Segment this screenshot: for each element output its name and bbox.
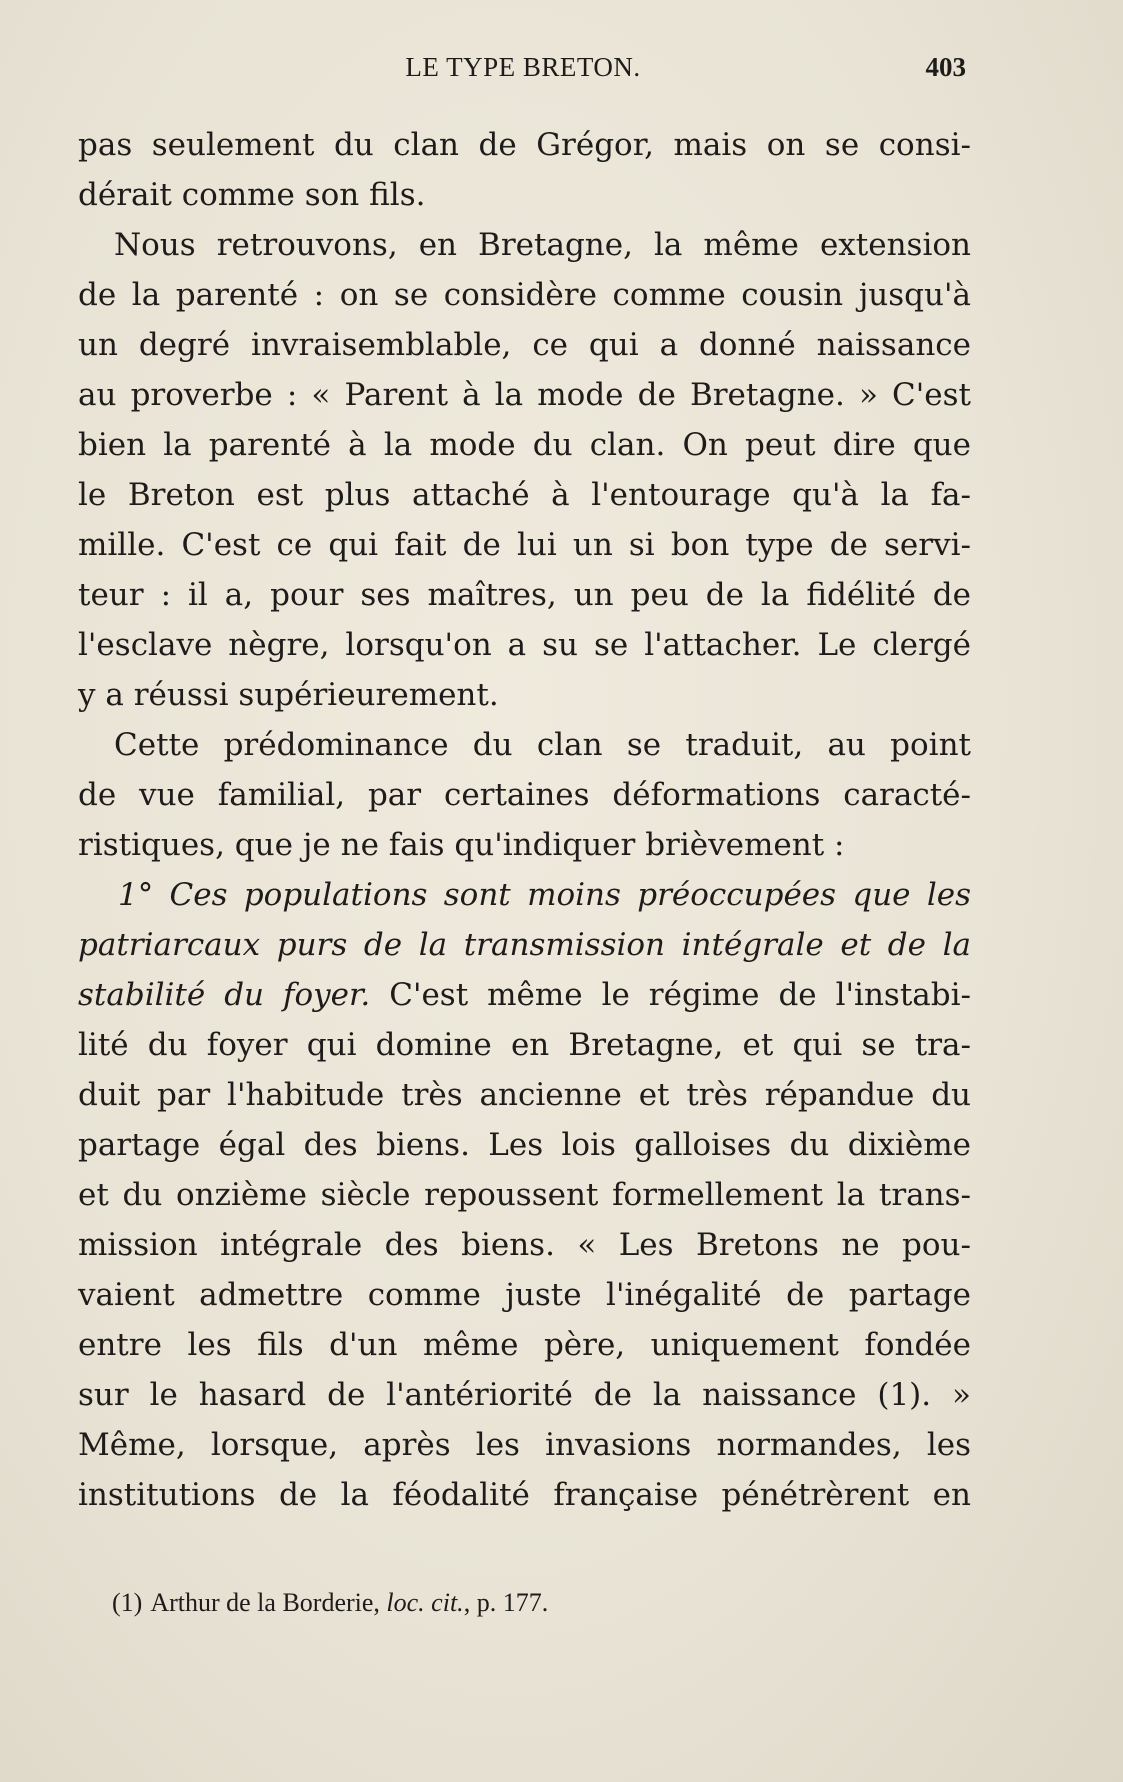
italic-text: 1° Ces populations sont moins préoccupées que les <box>118 877 971 913</box>
text-line <box>78 970 971 1020</box>
text-line: pas seulement du clan de Grégor, mais on se consi- <box>78 127 971 163</box>
text-line: Cette prédominance du clan se traduit, au point <box>114 727 971 763</box>
footnote-mark: (1) <box>112 1588 143 1617</box>
footnote-text-end: , p. 177. <box>463 1588 549 1617</box>
text-line-continuation: C'est même le régime de l'instabi- <box>389 977 971 1013</box>
footnotes <box>112 1588 972 1618</box>
text-line: l'esclave nègre, lorsqu'on a su se l'attacher. Le clergé <box>78 627 971 663</box>
text-line: dérait comme son fils. <box>78 177 426 213</box>
page-number: 403 <box>925 52 966 82</box>
body-text <box>78 120 971 1520</box>
text-line: Nous retrouvons, en Bretagne, la même extension <box>114 227 971 263</box>
running-title: LE TYPE BRETON. <box>405 52 641 82</box>
footnote <box>112 1588 972 1618</box>
text-line: vaient admettre comme juste l'inégalité de partage <box>78 1277 971 1313</box>
text-line: institutions de la féodalité française pénétrèrent en <box>78 1477 971 1513</box>
text-line: mission intégrale des biens. « Les Bretons ne pou- <box>78 1227 971 1263</box>
page-header <box>80 52 966 92</box>
italic-text: patriarcaux purs de la transmission intégrale et de la <box>78 927 971 963</box>
text-line <box>78 870 971 920</box>
text-line: et du onzième siècle repoussent formellement la trans- <box>78 1177 971 1213</box>
footnote-italic: loc. cit. <box>386 1588 464 1617</box>
text-line: bien la parenté à la mode du clan. On peut dire que <box>78 427 971 463</box>
text-line: mille. C'est ce qui fait de lui un si bon type de servi- <box>78 527 971 563</box>
text-line: duit par l'habitude très ancienne et très répandue du <box>78 1077 971 1113</box>
text-line: lité du foyer qui domine en Bretagne, et qui se tra- <box>78 1027 971 1063</box>
italic-text: stabilité du foyer. <box>78 977 371 1013</box>
text-line <box>78 920 971 970</box>
text-line: ristiques, que je ne fais qu'indiquer brièvement : <box>78 827 845 863</box>
footnote-text: Arthur de la Borderie, <box>150 1588 380 1617</box>
text-line: un degré invraisemblable, ce qui a donné naissance <box>78 327 971 363</box>
text-line: Même, lorsque, après les invasions normandes, les <box>78 1427 971 1463</box>
text-line: entre les fils d'un même père, uniquement fondée <box>78 1327 971 1363</box>
text-line: le Breton est plus attaché à l'entourage qu'à la fa- <box>78 477 971 513</box>
text-line: au proverbe : « Parent à la mode de Bretagne. » C'est <box>78 377 971 413</box>
text-line: partage égal des biens. Les lois galloises du dixième <box>78 1127 971 1163</box>
text-line: y a réussi supérieurement. <box>78 677 499 713</box>
text-line: de vue familial, par certaines déformations caracté- <box>78 777 971 813</box>
text-line: de la parenté : on se considère comme cousin jusqu'à <box>78 277 971 313</box>
text-line: sur le hasard de l'antériorité de la naissance (1). » <box>78 1377 971 1413</box>
text-line: teur : il a, pour ses maîtres, un peu de la fidélité de <box>78 577 971 613</box>
